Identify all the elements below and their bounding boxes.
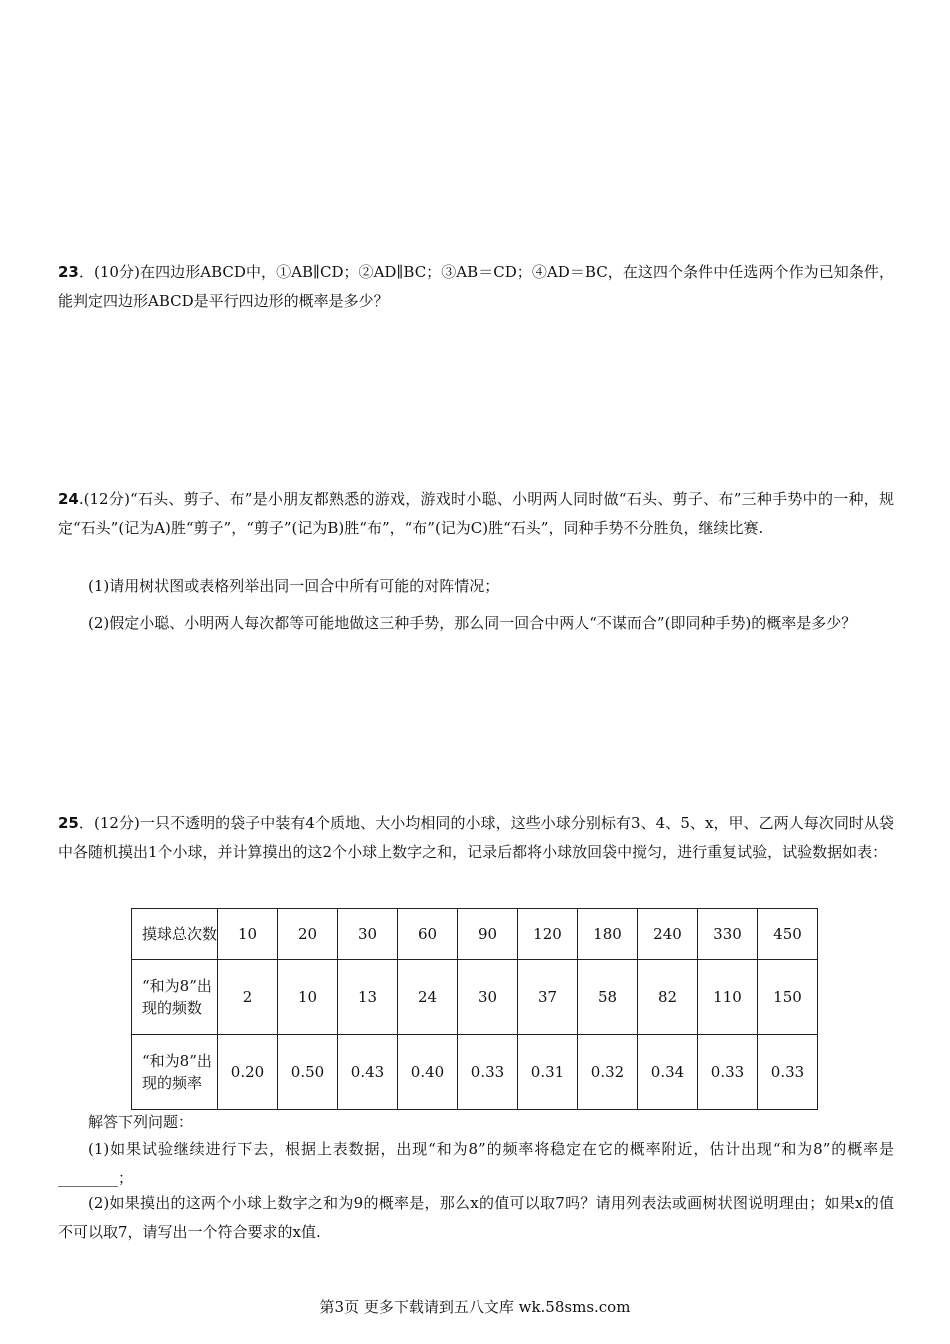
table-cell: 0.40 bbox=[398, 1035, 458, 1110]
table-cell: 30 bbox=[338, 909, 398, 960]
table-cell: 0.31 bbox=[518, 1035, 578, 1110]
table-cell: 180 bbox=[578, 909, 638, 960]
table-row bbox=[132, 960, 818, 1035]
table-cell: 0.32 bbox=[578, 1035, 638, 1110]
question-25-answer-intro: 解答下列问题： bbox=[88, 1113, 194, 1131]
table-cell: 24 bbox=[398, 960, 458, 1035]
table-cell: 90 bbox=[458, 909, 518, 960]
table-row-header: “和为8”出现的频率 bbox=[132, 1035, 218, 1110]
question-24-number: 24 bbox=[58, 490, 79, 508]
table-cell: 0.33 bbox=[758, 1035, 818, 1110]
table-row-header: “和为8”出现的频数 bbox=[132, 960, 218, 1035]
question-23-text: ．(10分)在四边形ABCD中，①AB∥CD；②AD∥BC；③AB＝CD；④AD＝BC，在这四个条件中任选两个作为已知条件，能判定四边形ABCD是平行四边形的概率是多少？ bbox=[58, 263, 894, 310]
question-25-text: ．(12分)一只不透明的袋子中装有4个质地、大小均相同的小球，这些小球分别标有3、4、5、x，甲、乙两人每次同时从袋中各随机摸出1个小球，并计算摸出的这2个小球上数字之和，记录后都将小球放回袋中搅匀，进行重复试验，试验数据如表： bbox=[58, 814, 894, 861]
question-23-number: 23 bbox=[58, 263, 79, 281]
table-cell: 0.50 bbox=[278, 1035, 338, 1110]
question-25-part2: (2)如果摸出的这两个小球上数字之和为9的概率是，那么x的值可以取7吗？请用列表法或画树状图说明理由；如果x的值不可以取7，请写出一个符合要求的x值. bbox=[58, 1194, 894, 1241]
table-cell: 82 bbox=[638, 960, 698, 1035]
table-cell: 110 bbox=[698, 960, 758, 1035]
table-cell: 13 bbox=[338, 960, 398, 1035]
table-cell: 0.33 bbox=[698, 1035, 758, 1110]
question-24-part2: (2)假定小聪、小明两人每次都等可能地做这三种手势，那么同一回合中两人“不谋而合”(即同种手势)的概率是多少？ bbox=[88, 614, 857, 632]
table-cell: 0.43 bbox=[338, 1035, 398, 1110]
table-cell: 450 bbox=[758, 909, 818, 960]
table-cell: 10 bbox=[278, 960, 338, 1035]
table-cell: 330 bbox=[698, 909, 758, 960]
question-25-number: 25 bbox=[58, 814, 79, 832]
table-row bbox=[132, 1035, 818, 1110]
table-cell: 58 bbox=[578, 960, 638, 1035]
table-cell: 150 bbox=[758, 960, 818, 1035]
table-cell: 60 bbox=[398, 909, 458, 960]
table-cell: 0.33 bbox=[458, 1035, 518, 1110]
page-footer: 第3页 更多下载请到五八文库 wk.58sms.com bbox=[319, 1298, 631, 1316]
table-cell: 20 bbox=[278, 909, 338, 960]
question-24-text: .(12分)“石头、剪子、布”是小朋友都熟悉的游戏，游戏时小聪、小明两人同时做“石头、剪子、布”三种手势中的一种，规定“石头”(记为A)胜“剪子”，“剪子”(记为B)胜“布”，“布”(记为C)胜“石头”，同种手势不分胜负，继续比赛. bbox=[58, 490, 894, 537]
table-row-header: 摸球总次数 bbox=[132, 909, 218, 960]
table-cell: 2 bbox=[218, 960, 278, 1035]
question-25-part1: (1)如果试验继续进行下去，根据上表数据，出现“和为8”的频率将稳定在它的概率附近，估计出现“和为8”的概率是________； bbox=[58, 1140, 894, 1187]
experiment-data-table bbox=[131, 908, 818, 1110]
table-cell: 37 bbox=[518, 960, 578, 1035]
table-cell: 0.20 bbox=[218, 1035, 278, 1110]
table-cell: 240 bbox=[638, 909, 698, 960]
table-row bbox=[132, 909, 818, 960]
question-23 bbox=[58, 258, 894, 316]
table-cell: 120 bbox=[518, 909, 578, 960]
question-24-stem bbox=[58, 485, 894, 543]
table-cell: 30 bbox=[458, 960, 518, 1035]
table-cell: 10 bbox=[218, 909, 278, 960]
question-24-part1: (1)请用树状图或表格列举出同一回合中所有可能的对阵情况； bbox=[88, 577, 500, 595]
question-25-stem bbox=[58, 809, 894, 867]
table-cell: 0.34 bbox=[638, 1035, 698, 1110]
